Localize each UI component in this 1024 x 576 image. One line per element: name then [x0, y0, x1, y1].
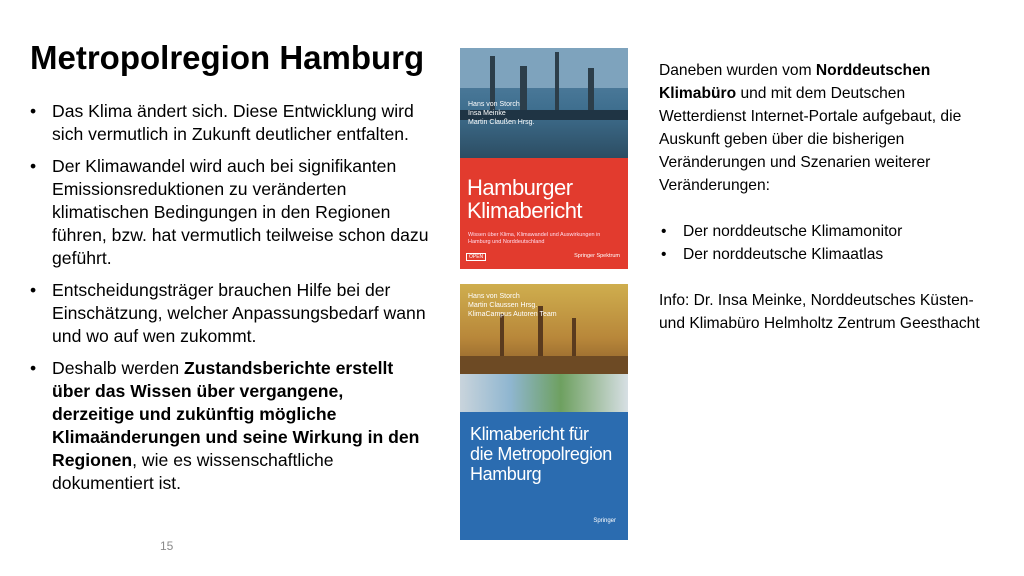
book-cover-klimabericht-metropolregion	[460, 284, 628, 540]
book1-subtitle: Wissen über Klima, Klimawandel und Auswirkungen in Hamburg und Norddeutschland	[468, 232, 601, 245]
bullet-list	[28, 100, 430, 504]
info-intro-bold: Norddeutschen Klimabüro	[659, 62, 931, 102]
info-intro: Daneben wurden vom Norddeutschen Klimabüro und mit dem Deutschen Wetterdienst Internet-Portale aufgebaut, die Auskunft geben über die bisherigen Veränderungen und Szenarien weiterer Veränderungen:	[659, 62, 962, 194]
bullet-item	[28, 357, 430, 495]
book2-authors: Hans von Storch Martin Claussen Hrsg. KlimaCampus Autoren Team	[468, 293, 557, 318]
page-number: 15	[160, 539, 174, 553]
bullet-item	[28, 155, 430, 270]
portal-list	[659, 220, 989, 266]
bullet-suffix: , wie es wissenschaftliche dokumentiert ist.	[52, 450, 334, 493]
bullet-item	[28, 279, 430, 348]
slide-title: Metropolregion Hamburg	[30, 39, 425, 76]
book-cover-hamburger-klimabericht	[460, 48, 628, 269]
bullet-prefix: Deshalb werden	[52, 358, 185, 378]
bullet-bold-text: Zustandsberichte erstellt über das Wissen über vergangene, derzeitige und zukünftig mögliche Klimaänderungen und seine Wirkung in den Regionen	[52, 358, 420, 470]
info-contact: Info: Dr. Insa Meinke, Norddeutsches Küsten- und Klimabüro Helmholtz Zentrum Geesthacht	[659, 292, 980, 332]
book1-open-badge: OPEN	[466, 253, 486, 261]
book1-authors: Hans von Storch Insa Meinke Martin Claußen Hrsg.	[468, 101, 535, 126]
portal-item: • Der norddeutsche Klimaatlas	[659, 243, 989, 266]
info-column	[659, 59, 989, 335]
bullet-text: Das Klima ändert sich. Diese Entwicklung wird sich vermutlich in Zukunft deutlicher entfalten.	[52, 101, 414, 144]
book2-publisher: Springer	[593, 518, 616, 524]
bullet-item	[28, 100, 430, 146]
book1-publisher: Springer Spektrum	[574, 253, 620, 259]
portal-item: • Der norddeutsche Klimamonitor	[659, 220, 989, 243]
bullet-text: Entscheidungsträger brauchen Hilfe bei der Einschätzung, welcher Anpassungsbedarf wann und wo auf wen zukommt.	[52, 280, 426, 346]
cover-photo-strip	[460, 374, 628, 412]
book1-title: Hamburger Klimabericht	[467, 175, 583, 223]
bullet-text: Der Klimawandel wird auch bei signifikanten Emissionsreduktionen zu veränderten klimatischen Bedingungen in den Regionen führen, bzw. hat vermutlich teilweise schon dazu geführt.	[52, 156, 429, 268]
book2-title: Klimabericht für die Metropolregion Hamburg	[470, 424, 612, 484]
